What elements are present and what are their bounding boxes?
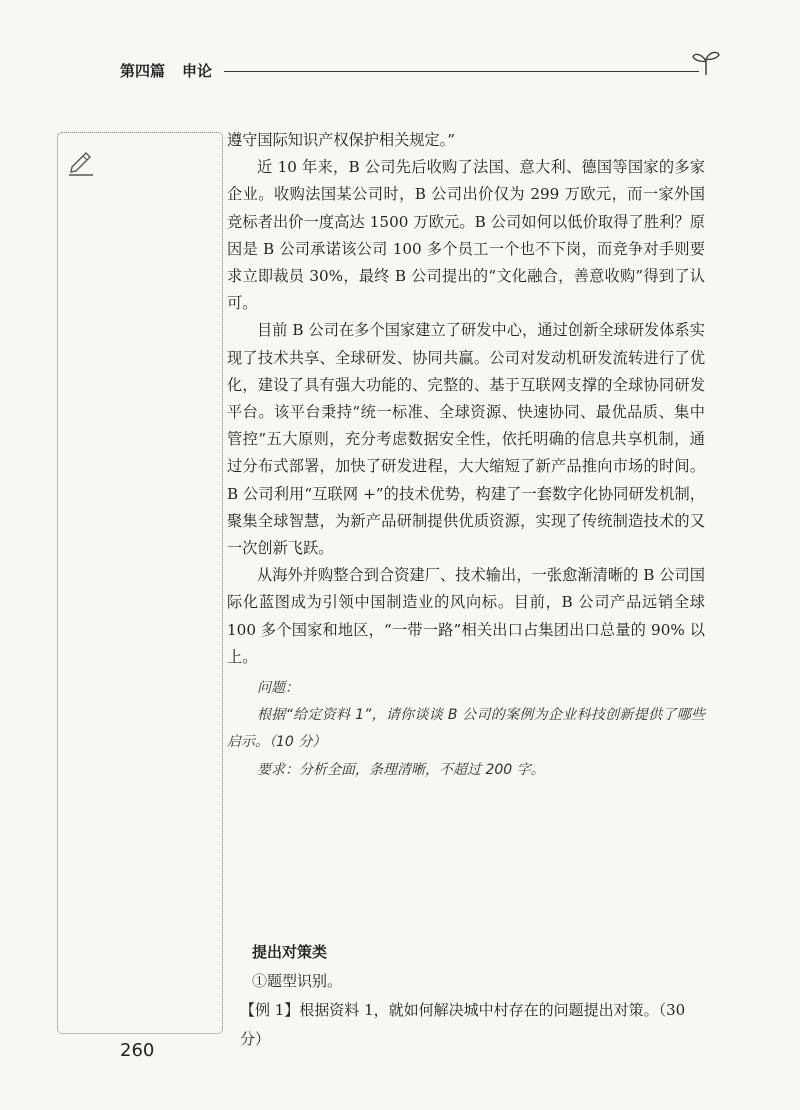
sprout-icon	[691, 50, 721, 76]
section-example: 【例 1】根据资料 1，就如何解决城中村存在的问题提出对策。（30 分）	[240, 1001, 686, 1048]
header-part: 第四篇	[120, 62, 166, 80]
section-title: 提出对策类	[252, 943, 328, 961]
paragraph: 从海外并购整合到合资建厂、技术输出，一张愈渐清晰的 B 公司国际化蓝图成为引领中国制造业的风向标。目前，B 公司产品远销全球 100 多个国家和地区，“一带一路”相关出口占集团出口总量的 90% 以上。	[227, 566, 705, 666]
question-text: 根据“给定资料 1”，请你谈谈 B 公司的案例为企业科技创新提供了哪些启示。（10 分）	[227, 707, 705, 751]
page-number: 260	[120, 1040, 155, 1061]
section-step: ①题型识别。	[252, 972, 343, 990]
method-section	[240, 938, 712, 1054]
pencil-icon	[66, 147, 96, 177]
paragraph: 近 10 年来，B 公司先后收购了法国、意大利、德国等国家的多家企业。收购法国某公司时，B 公司出价仅为 299 万欧元，而一家外国竞标者出价一度高达 1500 万欧元。B 公司如何以低价取得了胜利？原因是 B 公司承诺该公司 100 多个员工一个也不下岗，而竞争对手则要求立即裁员 30%，最终 B 公司提出的“文化融合，善意收购”得到了认可。	[227, 158, 705, 313]
header-rule	[224, 71, 699, 72]
question-label: 问题：	[257, 680, 299, 697]
header-title: 申论	[182, 62, 213, 80]
paragraph: 遵守国际知识产权保护相关规定。”	[227, 131, 455, 149]
requirement-text: 要求：分析全面，条理清晰，不超过 200 字。	[257, 761, 545, 778]
paragraph: 目前 B 公司在多个国家建立了研发中心，通过创新全球研发体系实现了技术共享、全球研发、协同共赢。公司对发动机研发流转进行了优化，建设了具有强大功能的、完整的、基于互联网支撑的全球协同研发平台。该平台秉持“统一标准、全球资源、快速协同、最优品质、集中管控”五大原则，充分考虑数据安全性，依托明确的信息共享机制，通过分布式部署，加快了研发进程，大大缩短了新产品推向市场的时间。B 公司利用“互联网 +”的技术优势，构建了一套数字化协同研发机制，聚集全球智慧，为新产品研制提供优质资源，实现了传统制造技术的又一次创新飞跃。	[227, 321, 705, 558]
running-header	[120, 56, 720, 86]
main-text	[227, 127, 705, 784]
notes-margin-box	[57, 132, 223, 1034]
